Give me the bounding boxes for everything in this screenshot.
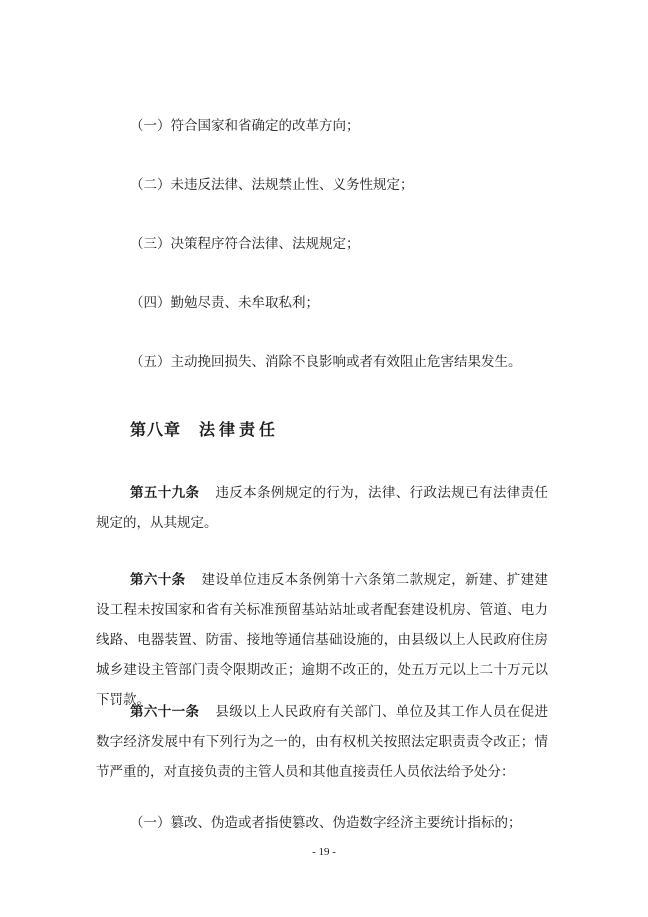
page-number: - 19 - bbox=[312, 846, 336, 858]
article-label: 第五十九条 bbox=[130, 485, 200, 501]
article-60 bbox=[96, 565, 548, 715]
chapter-number: 第八章 bbox=[130, 420, 182, 439]
list-item: （四）勤勉尽责、未牟取私利； bbox=[130, 295, 319, 311]
article-label: 第六十条 bbox=[130, 572, 186, 588]
list-item: （二）未违反法律、法规禁止性、义务性规定； bbox=[130, 177, 414, 193]
list-item: （一）篡改、伪造或者指使篡改、伪造数字经济主要统计指标的； bbox=[130, 815, 522, 831]
article-61 bbox=[96, 697, 548, 787]
article-text: 违反本条例规定的行为，法律、行政法规已有法律责任规定的，从其规定。 bbox=[96, 485, 548, 531]
article-label: 第六十一条 bbox=[130, 704, 200, 720]
article-text: 县级以上人民政府有关部门、单位及其工作人员在促进数字经济发展中有下列行为之一的，由有权机关按照法定职责责令改正；情节严重的，对直接负责的主管人员和其他直接责任人员依法给予处分： bbox=[96, 704, 548, 780]
list-item: （五）主动挽回损失、消除不良影响或者有效阻止危害结果发生。 bbox=[130, 354, 522, 370]
list-item: （三）决策程序符合法律、法规规定； bbox=[130, 236, 360, 252]
article-59 bbox=[96, 478, 548, 538]
chapter-title: 法律责任 bbox=[199, 420, 280, 439]
list-item: （一）符合国家和省确定的改革方向； bbox=[130, 118, 360, 134]
chapter-heading bbox=[130, 417, 279, 440]
article-text: 建设单位违反本条例第十六条第二款规定，新建、扩建建设工程未按国家和省有关标准预留基站站址或者配套建设机房、管道、电力线路、电器装置、防雷、接地等通信基础设施的，由县级以上人民政府住房城乡建设主管部门责令限期改正；逾期不改正的，处五万元以上二十万元以下罚款。 bbox=[96, 572, 548, 708]
